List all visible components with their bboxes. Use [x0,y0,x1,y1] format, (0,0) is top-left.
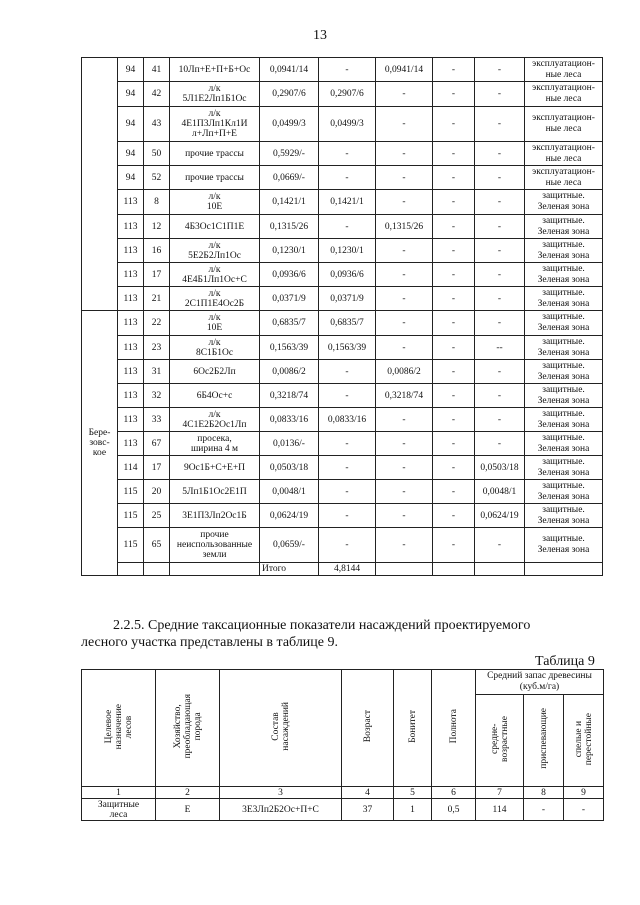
area-cell: - [433,166,475,190]
column-number: 9 [564,787,604,799]
area-total-cell: 0,0936/6 [260,263,319,287]
header-density: Полнота [432,670,476,787]
area-cell: - [433,384,475,408]
purpose-cell: защитные. Зеленая зона [525,263,603,287]
total-row [82,563,603,576]
area-cell: - [433,82,475,107]
area-total-cell: 0,1315/26 [260,215,319,239]
composition-cell: прочие неиспользованные земли [170,528,260,563]
quarter-cell: 94 [118,166,144,190]
purpose-cell: защитные. Зеленая зона [525,456,603,480]
row-bonitet: 1 [394,799,432,821]
area-cell: - [376,311,433,336]
purpose-cell: защитные. Зеленая зона [525,336,603,360]
composition-cell: л/к 10Е [170,311,260,336]
area-cell: - [433,336,475,360]
area-cell: - [475,263,525,287]
table9-caption: Таблица 9 [535,654,595,669]
area-cell: - [475,287,525,311]
table-row [82,215,603,239]
composition-cell: 6Б4Ос+с [170,384,260,408]
column-number: 5 [394,787,432,799]
plot-cell: 52 [144,166,170,190]
table-row [82,799,604,821]
quarter-cell: 113 [118,408,144,432]
area-cell: - [475,58,525,82]
table-row [82,384,603,408]
purpose-cell: защитные. Зеленая зона [525,239,603,263]
plot-cell: 33 [144,408,170,432]
header-stock-ripening: приспевающие [524,694,564,786]
row-stock-ripe: - [564,799,604,821]
area-total-cell: 0,0624/19 [260,504,319,528]
purpose-cell: защитные. Зеленая зона [525,432,603,456]
plot-cell: 12 [144,215,170,239]
area-cell: 0,0048/1 [475,480,525,504]
composition-cell: 3Е1П3Лп2Ос1Б [170,504,260,528]
table-row [82,287,603,311]
area-cell: - [376,287,433,311]
area-cell: - [433,263,475,287]
header-bonitet: Бонитет [394,670,432,787]
page-number: 13 [313,28,327,43]
area-cell: 0,0624/19 [475,504,525,528]
table-row [82,528,603,563]
composition-cell: просека, ширина 4 м [170,432,260,456]
table-row [82,107,603,142]
total-empty [475,563,525,576]
area-total-cell: 0,0503/18 [260,456,319,480]
table-row [82,58,603,82]
area-cell: - [319,58,376,82]
area-cell: - [319,142,376,166]
header-farm: Хозяйство, преобладающая порода [156,670,220,787]
quarter-cell: 113 [118,360,144,384]
plot-cell: 21 [144,287,170,311]
area-cell: 0,0936/6 [319,263,376,287]
composition-cell: л/к 4С1Е2Б2Ос1Лп [170,408,260,432]
column-numbers-row [82,787,604,799]
header-stock-group: Средний запас древесины (куб.м/га) [476,670,604,695]
area-cell: - [475,166,525,190]
table-row [82,311,603,336]
purpose-cell: защитные. Зеленая зона [525,528,603,563]
area-cell: - [433,360,475,384]
area-cell: 0,6835/7 [319,311,376,336]
table-row [82,82,603,107]
area-cell: - [475,360,525,384]
purpose-cell: эксплуатацион- ные леса [525,166,603,190]
plot-cell: 41 [144,58,170,82]
row-age: 37 [342,799,394,821]
area-cell: - [433,504,475,528]
composition-cell: 4Б3Ос1С1П1Е [170,215,260,239]
area-cell: 0,0086/2 [376,360,433,384]
composition-cell: 5Лп1Б1Ос2Е1П [170,480,260,504]
plot-cell: 32 [144,384,170,408]
plot-cell: 23 [144,336,170,360]
area-total-cell: 0,1421/1 [260,190,319,215]
area-total-cell: 0,0659/- [260,528,319,563]
row-purpose: Защитные леса [82,799,156,821]
plot-cell: 16 [144,239,170,263]
section-paragraph [81,617,608,651]
total-empty [170,563,260,576]
area-total-cell: 0,1563/39 [260,336,319,360]
purpose-cell: защитные. Зеленая зона [525,190,603,215]
plot-cell: 17 [144,456,170,480]
header-stock-mid: средне- возрастные [476,694,524,786]
paragraph-line-2: лесного участка представлены в таблице 9. [81,635,338,650]
quarter-cell: 113 [118,190,144,215]
composition-cell: прочие трассы [170,166,260,190]
plot-cell: 31 [144,360,170,384]
composition-cell: л/к 4Е1П3Лп1Кл1И л+Лп+П+Е [170,107,260,142]
header-purpose: Целевое назначение лесов [82,670,156,787]
area-cell: - [433,142,475,166]
column-number: 3 [220,787,342,799]
area-cell: - [319,432,376,456]
column-number: 2 [156,787,220,799]
purpose-cell: эксплуатацион- ные леса [525,58,603,82]
area-cell: - [319,166,376,190]
area-cell: - [475,408,525,432]
composition-cell: 6Ос2Б2Лп [170,360,260,384]
plot-cell: 17 [144,263,170,287]
table-row [82,456,603,480]
area-cell: 0,0499/3 [319,107,376,142]
plot-cell: 43 [144,107,170,142]
area-cell: - [475,142,525,166]
area-cell: - [376,239,433,263]
area-cell: 0,0503/18 [475,456,525,480]
total-empty [118,563,144,576]
table-row [82,190,603,215]
quarter-cell: 115 [118,480,144,504]
area-cell: - [319,215,376,239]
row-density: 0,5 [432,799,476,821]
area-cell: - [475,190,525,215]
total-empty [144,563,170,576]
purpose-cell: эксплуатацион- ные леса [525,142,603,166]
group-label: Бере- зовс- кое [82,311,118,576]
quarter-cell: 114 [118,456,144,480]
area-cell: - [475,107,525,142]
column-number: 8 [524,787,564,799]
quarter-cell: 94 [118,107,144,142]
column-number: 7 [476,787,524,799]
plot-cell: 20 [144,480,170,504]
quarter-cell: 94 [118,58,144,82]
purpose-cell: защитные. Зеленая зона [525,360,603,384]
table-row [82,336,603,360]
area-cell: - [433,239,475,263]
area-cell: - [376,528,433,563]
total-value: 4,8144 [319,563,376,576]
purpose-cell: защитные. Зеленая зона [525,480,603,504]
plot-cell: 25 [144,504,170,528]
plots-table [81,57,603,576]
area-cell: 0,1230/1 [319,239,376,263]
area-total-cell: 0,0086/2 [260,360,319,384]
area-total-cell: 0,0941/14 [260,58,319,82]
quarter-cell: 94 [118,142,144,166]
composition-cell: 9Ос1Б+С+Е+П [170,456,260,480]
area-cell: - [376,480,433,504]
area-cell: - [433,480,475,504]
purpose-cell: защитные. Зеленая зона [525,384,603,408]
area-total-cell: 0,2907/6 [260,82,319,107]
area-cell: - [433,215,475,239]
area-total-cell: 0,1230/1 [260,239,319,263]
area-cell: - [376,432,433,456]
composition-cell: л/к 4Е4Б1Лп1Ос+С [170,263,260,287]
row-stock-mid: 114 [476,799,524,821]
area-cell: - [433,58,475,82]
quarter-cell: 113 [118,239,144,263]
plot-cell: 42 [144,82,170,107]
area-total-cell: 0,5929/- [260,142,319,166]
purpose-cell: защитные. Зеленая зона [525,215,603,239]
table-row [82,142,603,166]
composition-cell: 10Лп+Е+П+Б+Ос [170,58,260,82]
quarter-cell: 113 [118,263,144,287]
purpose-cell: защитные. Зеленая зона [525,408,603,432]
table-row [82,432,603,456]
total-empty [376,563,433,576]
purpose-cell: защитные. Зеленая зона [525,287,603,311]
composition-cell: л/к 2С1П1Е4Ос2Б [170,287,260,311]
total-empty [433,563,475,576]
area-cell: - [319,504,376,528]
purpose-cell: защитные. Зеленая зона [525,504,603,528]
composition-cell: л/к 10Е [170,190,260,215]
area-cell: 0,1421/1 [319,190,376,215]
quarter-cell: 113 [118,336,144,360]
area-total-cell: 0,0669/- [260,166,319,190]
quarter-cell: 113 [118,311,144,336]
row-composition: 3Е3Лп2Б2Ос+П+С [220,799,342,821]
area-cell: 0,1315/26 [376,215,433,239]
area-cell: 0,0371/9 [319,287,376,311]
header-age: Возраст [342,670,394,787]
area-total-cell: 0,0048/1 [260,480,319,504]
area-cell: - [433,408,475,432]
header-composition: Состав насаждений [220,670,342,787]
area-cell: 0,2907/6 [319,82,376,107]
area-cell: - [475,215,525,239]
quarter-cell: 94 [118,82,144,107]
area-cell: - [376,107,433,142]
area-total-cell: 0,0833/16 [260,408,319,432]
area-cell: - [376,408,433,432]
quarter-cell: 115 [118,528,144,563]
table-row [82,480,603,504]
area-total-cell: 0,6835/7 [260,311,319,336]
column-number: 6 [432,787,476,799]
area-cell: - [376,263,433,287]
area-cell: - [433,528,475,563]
area-total-cell: 0,0499/3 [260,107,319,142]
quarter-cell: 113 [118,432,144,456]
quarter-cell: 113 [118,215,144,239]
paragraph-line-1: 2.2.5. Средние таксационные показатели насаждений проектируемого [113,618,531,633]
area-cell: - [319,528,376,563]
header-stock-ripe: спелые и перестойные [564,694,604,786]
table-row [82,263,603,287]
composition-cell: прочие трассы [170,142,260,166]
column-number: 1 [82,787,156,799]
table-row [82,166,603,190]
area-cell: - [475,311,525,336]
area-cell: - [475,384,525,408]
area-cell: - [319,360,376,384]
area-cell: - [319,384,376,408]
table-row [82,408,603,432]
table-row [82,504,603,528]
area-cell: - [376,190,433,215]
purpose-cell: эксплуатацион- ные леса [525,107,603,142]
area-cell: 0,3218/74 [376,384,433,408]
composition-cell: л/к 8С1Б1Ос [170,336,260,360]
area-cell: - [376,166,433,190]
column-number: 4 [342,787,394,799]
area-cell: - [433,287,475,311]
quarter-cell: 113 [118,384,144,408]
area-cell: 0,0941/14 [376,58,433,82]
area-cell: - [433,432,475,456]
total-label: Итого [260,563,319,576]
area-cell: - [319,480,376,504]
area-total-cell: 0,0136/- [260,432,319,456]
plot-cell: 8 [144,190,170,215]
composition-cell: л/к 5Е2Б2Лп1Ос [170,239,260,263]
table-row [82,360,603,384]
purpose-cell: эксплуатацион- ные леса [525,82,603,107]
area-cell: - [376,142,433,166]
area-cell: - [376,504,433,528]
plot-cell: 67 [144,432,170,456]
area-cell: - [319,456,376,480]
group-cell-empty [82,58,118,311]
composition-cell: л/к 5Л1Е2Лп1Б1Ос [170,82,260,107]
area-cell: - [433,456,475,480]
area-cell: 0,1563/39 [319,336,376,360]
plot-cell: 50 [144,142,170,166]
area-cell: -- [475,336,525,360]
total-empty [525,563,603,576]
area-cell: - [433,107,475,142]
area-cell: 0,0833/16 [319,408,376,432]
area-cell: - [475,432,525,456]
area-cell: - [376,82,433,107]
quarter-cell: 113 [118,287,144,311]
area-cell: - [433,311,475,336]
table-row [82,239,603,263]
row-farm: Е [156,799,220,821]
row-stock-ripening: - [524,799,564,821]
plot-cell: 22 [144,311,170,336]
plot-cell: 65 [144,528,170,563]
area-total-cell: 0,3218/74 [260,384,319,408]
area-total-cell: 0,0371/9 [260,287,319,311]
area-cell: - [433,190,475,215]
quarter-cell: 115 [118,504,144,528]
area-cell: - [475,528,525,563]
area-cell: - [475,82,525,107]
area-cell: - [376,336,433,360]
area-cell: - [376,456,433,480]
purpose-cell: защитные. Зеленая зона [525,311,603,336]
avg-indicators-table [81,669,604,821]
area-cell: - [475,239,525,263]
